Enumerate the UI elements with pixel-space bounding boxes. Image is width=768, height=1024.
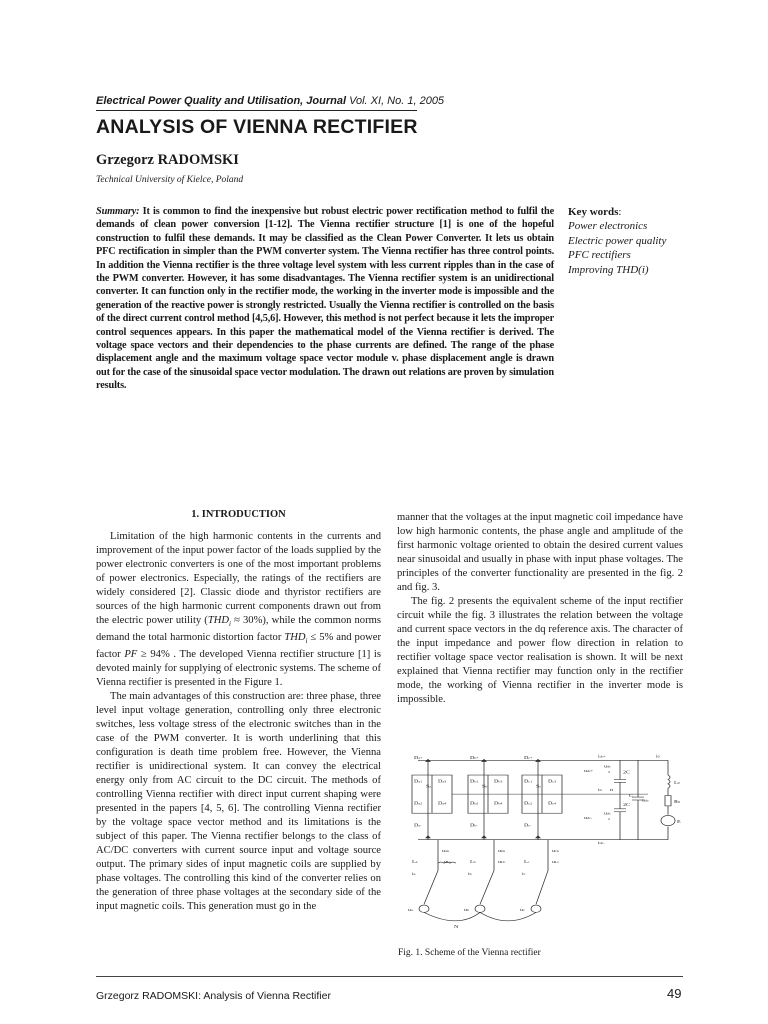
svg-text:Db4: Db4 <box>494 801 503 807</box>
svg-text:C: C <box>629 793 634 799</box>
svg-text:udc-: udc- <box>584 815 593 821</box>
svg-text:Sb: Sb <box>482 784 488 790</box>
svg-text:La: La <box>412 859 418 865</box>
abstract <box>96 205 554 393</box>
svg-text:Da3: Da3 <box>438 779 447 785</box>
svg-text:ucn: ucn <box>552 848 559 854</box>
journal-volume: Vol. XI, No. 1, 2005 <box>346 95 445 107</box>
svg-text:uLb: uLb <box>498 859 506 865</box>
journal-name: Electrical Power Quality and Utilisation, Journal <box>96 95 347 107</box>
svg-text:udc: udc <box>642 798 649 804</box>
svg-text:L0: L0 <box>674 780 680 786</box>
thd-symbol: THD <box>284 632 306 644</box>
svg-text:E: E <box>677 819 681 825</box>
abstract-text: It is common to find the inexpensive but robust electric power rectification method to fulfil the demands of clean power conversion [1-12]. The Vienna rectifier structure [1] is one of the hopeful construction to fulfil these demands. It may be classified as the Clean Power Converter. It lets us obtain PFC rectification in simpler than the PWM converter system. The Vienna rectifier has three control points. In addition the Vienna rectifier is the three voltage level system with less current ripples than in the case of the PWM converter. However, it has some disadvantages. The Vienna rectifier system is an unidirectional converter. It can function only in the rectifier mode, the working in the inverter mode is impossible and the generation of the reactive power is strongly restricted. Usually the Vienna rectifier is controlled on the basis of the direct current control method [4,5,6]. However, this method is not perfect because it lets the improper control sequences appears. In this paper the mathematical model of the Vienna rectifier is derived. The voltage space vectors and their dependencies to the phase currents are defined. The range of the phase displacement angle and the maximum voltage space vector module v. phase displacement angle is drawn out for the case of the sinusoidal space vector modulation. The drawn out relations are proven by simulation results. <box>96 206 554 392</box>
svg-text:Lb: Lb <box>470 859 476 865</box>
keywords-colon: : <box>618 206 622 218</box>
thd-subscript: i <box>305 637 308 646</box>
paragraph-text: ≤ 5% and power factor <box>96 632 381 661</box>
svg-text:2: 2 <box>608 770 610 774</box>
svg-text:Da4: Da4 <box>438 801 447 807</box>
svg-text:Da+: Da+ <box>414 755 423 761</box>
paragraph: The main advantages of this construction are: three phase, three level input voltage generation, controlling only three electronic switches, less voltage stress of the electronic switches than in the case of the PWM converter. It is worth underlining that this configuration is death time problem free. However, the Vienna rectifier is unidirectional system. It can convey the electrical energy only from AC circuit to the DC circuit. The methods of controlling Vienna rectifier with direct input current shaping were presented in the papers [4, 5, 6]. The controlling Vienna rectifier by the voltage space vector method and its limitations is the subject of this paper. The Vienna rectifier belongs to the class of AC/DC converters with current source input and voltage source output. The primary sides of input magnetic coils are supplied by phase voltages. The controlling this kind of the converter relies on the generation of three phase voltages at the secondary side of the input magnetic coils. This generation must go in the <box>96 691 381 913</box>
svg-text:Dc+: Dc+ <box>524 755 533 761</box>
paper-title: ANALYSIS OF VIENNA RECTIFIER <box>96 116 418 138</box>
svg-text:Sc: Sc <box>536 784 542 790</box>
svg-text:udc: udc <box>604 811 611 817</box>
svg-text:Db2: Db2 <box>470 801 479 807</box>
svg-text:Da-: Da- <box>414 823 422 829</box>
author-name: Grzegorz RADOMSKI <box>96 152 239 168</box>
svg-text:Lc: Lc <box>524 859 530 865</box>
svg-text:in: in <box>598 787 602 793</box>
svg-text:Db1: Db1 <box>470 779 479 785</box>
svg-text:Db3: Db3 <box>494 779 503 785</box>
svg-text:uLc: uLc <box>552 859 560 865</box>
svg-text:2C: 2C <box>623 770 630 776</box>
svg-text:n: n <box>610 787 613 793</box>
svg-text:Da1: Da1 <box>414 779 423 785</box>
svg-text:Dc4: Dc4 <box>548 801 557 807</box>
keywords <box>568 205 698 277</box>
abstract-label: Summary: <box>96 206 140 217</box>
pf-symbol: PF <box>124 649 138 661</box>
section-heading-introduction: 1. INTRODUCTION <box>191 509 286 520</box>
running-footer: Grzegorz RADOMSKI: Analysis of Vienna Rectifier <box>96 990 331 1002</box>
svg-text:R0: R0 <box>674 799 681 805</box>
svg-text:Dc3: Dc3 <box>548 779 557 785</box>
keyword-item: Improving THD(i) <box>568 263 649 276</box>
svg-text:N: N <box>454 924 459 930</box>
svg-text:Db+: Db+ <box>470 755 479 761</box>
footer-rule <box>96 976 683 977</box>
svg-text:ubn: ubn <box>498 848 505 854</box>
svg-text:idc+: idc+ <box>598 754 606 760</box>
keywords-label: Key words <box>568 206 619 218</box>
svg-text:uc: uc <box>520 907 525 913</box>
svg-text:Dc-: Dc- <box>524 823 532 829</box>
paragraph: manner that the voltages at the input magnetic coil impedance have low high harmonic contents, the phase angle and amplitude of the first harmonic voltage oriented to obtain the desired current values near sinusoidal and usually in phase with input phase voltages. The principles of the converter functionality are presented in the fig. 2 and fig. 3. <box>397 512 683 593</box>
paragraph-text: ≥ 94% . The developed Vienna rectifier structure [1] is devoted mainly for supplying of electronic systems. The scheme of Vienna rectifier is presented in the Figure 1. <box>96 649 381 689</box>
svg-text:ua: ua <box>408 907 413 913</box>
svg-text:i0: i0 <box>656 754 660 760</box>
svg-text:uLa: uLa <box>444 859 452 865</box>
thd-subscript: i <box>229 620 231 629</box>
author-affiliation: Technical University of Kielce, Poland <box>96 175 244 185</box>
paragraph-text: ≈ 30%), while the common norms demand the total harmonic distortion factor <box>96 615 381 644</box>
journal-header <box>96 95 444 107</box>
svg-text:uan: uan <box>442 848 449 854</box>
svg-text:ub: ub <box>464 907 469 913</box>
paragraph-text: Limitation of the high harmonic contents in the currents and improvement of the input power factor of the loads supplied by the power electronic converters is one of the most important problems of power electronics. Especially, the ratings of the rectifiers are widely considered [2]. Classic diode and thyristor rectifiers are sources of the high harmonic current components drawn out from the electric power utility ( <box>96 531 381 626</box>
vienna-rectifier-schematic <box>398 753 684 966</box>
left-column <box>96 530 381 914</box>
svg-text:Sa: Sa <box>426 784 432 790</box>
svg-text:udc+: udc+ <box>584 768 594 774</box>
page-number: 49 <box>667 986 682 1001</box>
keyword-item: Power electronics <box>568 220 648 233</box>
figure-caption: Fig. 1. Scheme of the Vienna rectifier <box>398 948 541 958</box>
svg-text:2C: 2C <box>623 802 630 808</box>
keyword-item: PFC rectifiers <box>568 249 631 262</box>
svg-text:Dc1: Dc1 <box>524 779 533 785</box>
svg-text:Da2: Da2 <box>414 801 423 807</box>
paragraph <box>96 530 381 690</box>
svg-text:ia: ia <box>412 871 416 877</box>
right-column <box>397 511 683 707</box>
svg-text:2: 2 <box>608 817 610 821</box>
title-rule <box>96 110 417 111</box>
svg-text:udc: udc <box>604 764 611 770</box>
keyword-item: Electric power quality <box>568 234 667 247</box>
svg-text:Db-: Db- <box>470 823 478 829</box>
svg-text:ic: ic <box>522 871 526 877</box>
svg-text:idc-: idc- <box>598 840 605 846</box>
svg-text:Dc2: Dc2 <box>524 801 533 807</box>
paragraph: The fig. 2 presents the equivalent scheme of the input rectifier circuit while the fig. 3 illustrates the relation between the voltage and current space vectors in the dq reference axis. The character of the input impedance and power flow direction in relation to rectifier voltage space vector realisation is shown. It will be next explained that Vienna rectifier may function only in the rectifier mode, the working of Vienna rectifier in the inverter mode is impossible. <box>397 596 683 705</box>
svg-text:ib: ib <box>468 871 472 877</box>
thd-symbol: THD <box>207 615 230 626</box>
